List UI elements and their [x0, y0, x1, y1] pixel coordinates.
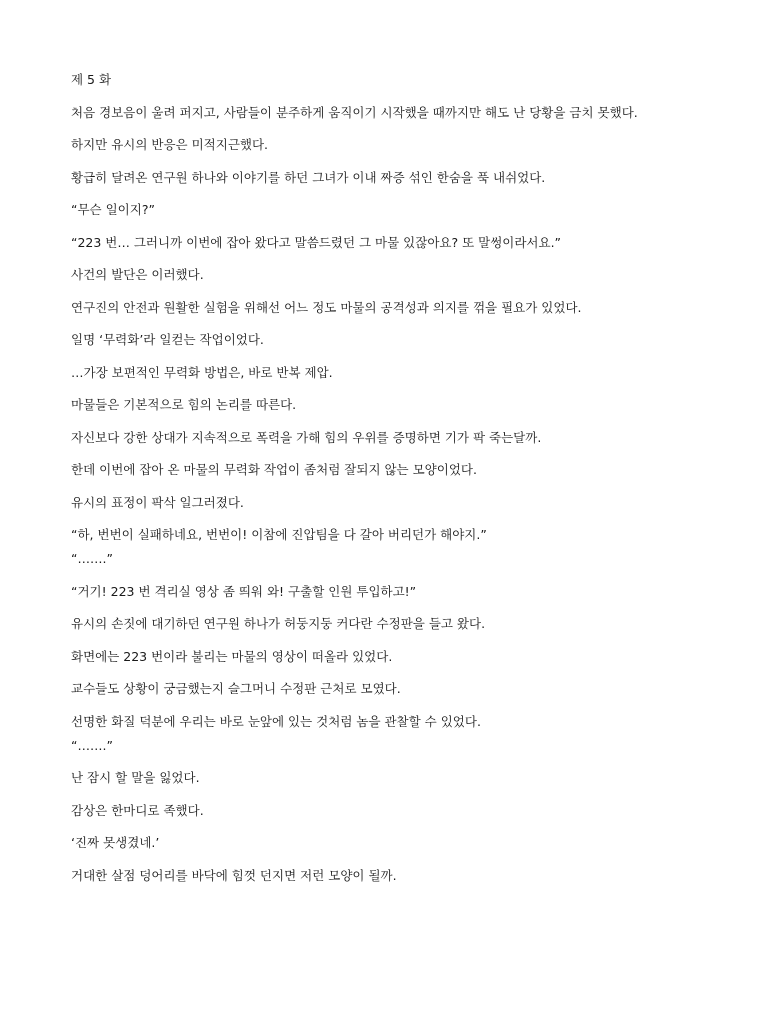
- paragraph: 일명 ‘무력화’라 일컫는 작업이었다.: [71, 332, 264, 347]
- document-page: [71, 72, 741, 884]
- paragraph: 사건의 발단은 이러했다.: [71, 267, 204, 282]
- dialogue: “…….”: [71, 737, 113, 753]
- paragraph: 감상은 한마디로 족했다.: [71, 802, 204, 818]
- inner-thought: ‘진짜 못생겼네.’: [71, 835, 160, 850]
- paragraph: 유시의 손짓에 대기하던 연구원 하나가 허둥지둥 커다란 수정판을 들고 왔다.: [71, 616, 486, 631]
- paragraph: …가장 보편적인 무력화 방법은, 바로 반복 제압.: [71, 364, 333, 380]
- paragraph: 난 잠시 할 말을 잃었다.: [71, 770, 200, 785]
- paragraph: 거대한 살점 덩어리를 바닥에 힘껏 던지면 저런 모양이 될까.: [71, 867, 397, 883]
- paragraph: 교수들도 상황이 궁금했는지 슬그머니 수정판 근처로 모였다.: [71, 681, 401, 696]
- dialogue: “거기! 223 번 격리실 영상 좀 띄워 와! 구출할 인원 투입하고!”: [71, 583, 417, 599]
- dialogue: “…….”: [71, 551, 113, 566]
- dialogue: “무슨 일이지?”: [71, 202, 155, 217]
- paragraph: 하지만 유시의 반응은 미적지근했다.: [71, 137, 269, 152]
- paragraph: 연구진의 안전과 원활한 실험을 위해선 어느 정도 마물의 공격성과 의지를 꺾을 필요가 있었다.: [71, 299, 582, 315]
- paragraph: 한데 이번에 잡아 온 마물의 무력화 작업이 좀처럼 잘되지 않는 모양이었다.: [71, 462, 477, 477]
- dialogue: “하, 번번이 실패하네요, 번번이! 이참에 진압팀을 다 갈아 버리던가 해야지.”: [71, 527, 487, 542]
- paragraph: 마물들은 기본적으로 힘의 논리를 따른다.: [71, 397, 297, 412]
- paragraph: 처음 경보음이 울려 퍼지고, 사람들이 분주하게 움직이기 시작했을 때까지만 해도 난 당황을 금치 못했다.: [71, 104, 638, 120]
- paragraph: 자신보다 강한 상대가 지속적으로 폭력을 가해 힘의 우위를 증명하면 기가 팍 죽는달까.: [71, 429, 542, 445]
- dialogue: “223 번… 그러니까 이번에 잡아 왔다고 말씀드렸던 그 마물 있잖아요? 또 말썽이라서요.”: [71, 234, 562, 250]
- paragraph: 화면에는 223 번이라 불리는 마물의 영상이 떠올라 있었다.: [71, 648, 393, 664]
- chapter-title: 제 5 화: [71, 72, 112, 87]
- paragraph: 유시의 표정이 팍삭 일그러졌다.: [71, 494, 244, 510]
- paragraph: 선명한 화질 덕분에 우리는 바로 눈앞에 있는 것처럼 놈을 관찰할 수 있었다.: [71, 713, 481, 729]
- paragraph: 황급히 달려온 연구원 하나와 이야기를 하던 그녀가 이내 짜증 섞인 한숨을 푹 내쉬었다.: [71, 169, 546, 185]
